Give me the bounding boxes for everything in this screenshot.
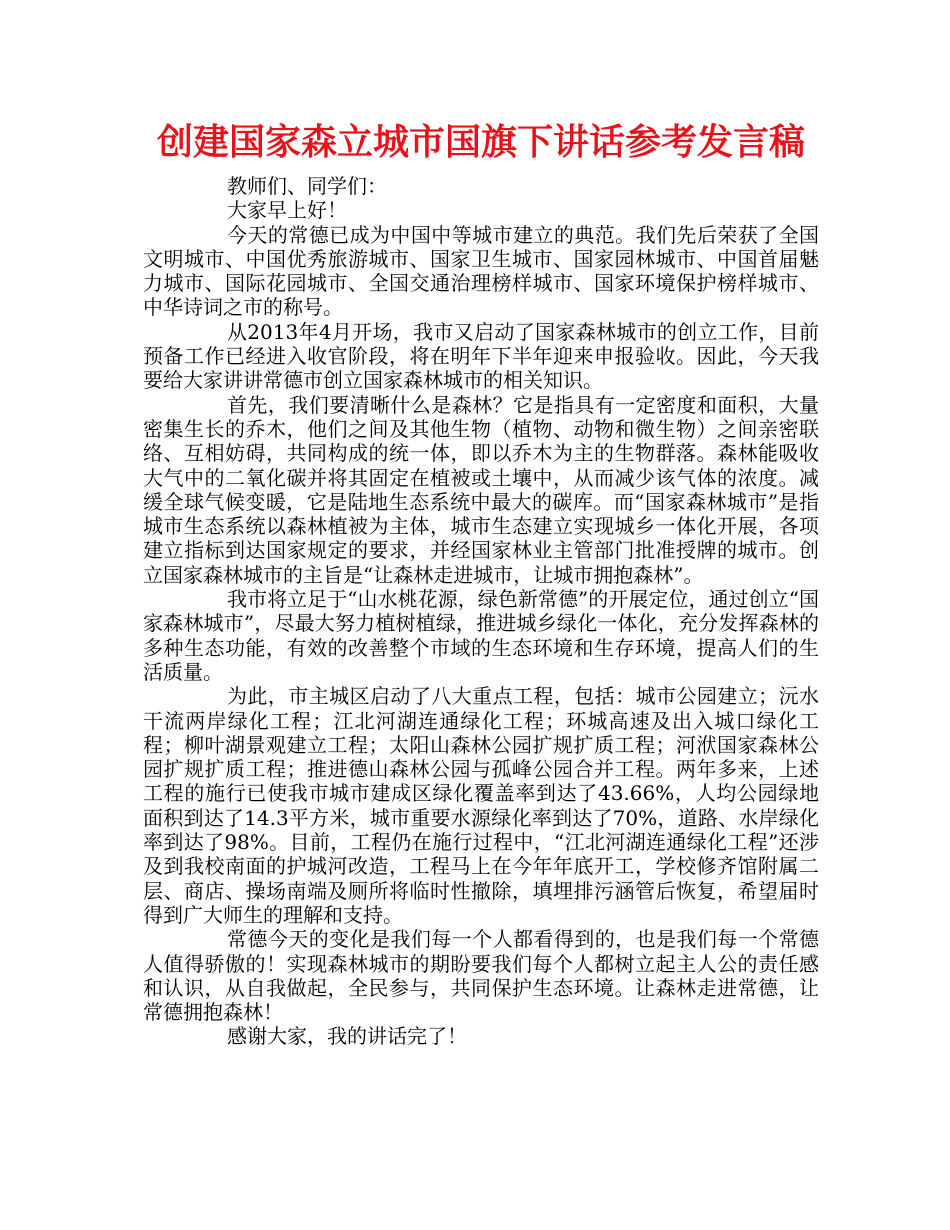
paragraph-development-positioning: 我市将立足于“山水桃花源，绿色新常德”的开展定位，通过创立“国家森林城市”，尽最大努力植树植绿，推进城乡绿化一体化，充分发挥森林的多种生态功能，有效的改善整个市域的生态环境和生存环境，提高人们的生活质量。: [143, 587, 819, 684]
paragraph-forest-city-launch: 从2013年4月开场，我市又启动了国家森林城市的创立工作，目前预备工作已经进入收官阶段，将在明年下半年迎来申报验收。因此，今天我要给大家讲讲常德市创立国家森林城市的相关知识。: [143, 319, 819, 393]
salutation: 教师们、同学们：: [227, 174, 387, 198]
paragraph-call-to-action: 常德今天的变化是我们每一个人都看得到的，也是我们每一个常德人值得骄傲的！实现森林城市的期盼要我们每个人都树立起主人公的责任感和认识，从自我做起，全民参与，共同保护生态环境。让森林走进常德，让常德拥抱森林！: [143, 927, 819, 1025]
paragraph-key-projects: 为此，市主城区启动了八大重点工程，包括：城市公园建立；沅水干流两岸绿化工程；江北河湖连通绿化工程；环城高速及出入城口绿化工程；柳叶湖景观建立工程；太阳山森林公园扩规扩质工程；河洑国家森林公园扩规扩质工程；推进德山森林公园与孤峰公园合并工程。两年多来，上述工程的施行已使我市城市建成区绿化覆盖率到达了43.66%，人均公园绿地面积到达了14.3平方米，城市重要水源绿化率到达了70%，道路、水岸绿化率到达了98%。目前，工程仍在施行过程中，“江北河湖连通绿化工程”还涉及到我校南面的护城河改造，工程马上在今年年底开工，学校修齐馆附属二层、商店、操场南端及厕所将临时性撤除，填埋排污涵管后恢复，希望届时得到广大师生的理解和支持。: [143, 684, 819, 927]
document-title: 创建国家森立城市国旗下讲话参考发言稿: [156, 122, 805, 163]
paragraph-forest-definition: 首先，我们要清晰什么是森林？它是指具有一定密度和面积，大量密集生长的乔木，他们之间及其他生物（植物、动物和微生物）之间亲密联络、互相妨碍，共同构成的统一体，即以乔木为主的生物群落。森林能吸收大气中的二氧化碳并将其固定在植被或土壤中，从而减少该气体的浓度。减缓全球气候变暖，它是陆地生态系统中最大的碳库。而“国家森林城市”是指城市生态系统以森林植被为主体，城市生态建立实现城乡一体化开展，各项建立指标到达国家规定的要求，并经国家林业主管部门批准授牌的城市。创立国家森林城市的主旨是“让森林走进城市，让城市拥抱森林”。: [143, 392, 819, 587]
paragraph-honors: 今天的常德已成为中国中等城市建立的典范。我们先后荣获了全国文明城市、中国优秀旅游城市、国家卫生城市、国家园林城市、中国首届魅力城市、国际花园城市、全国交通治理榜样城市、国家环境保护榜样城市、中华诗词之市的称号。: [143, 222, 819, 320]
closing-line: 感谢大家，我的讲话完了！: [227, 1024, 467, 1049]
greeting: 大家早上好！: [227, 198, 347, 223]
document-page: [143, 118, 819, 1049]
